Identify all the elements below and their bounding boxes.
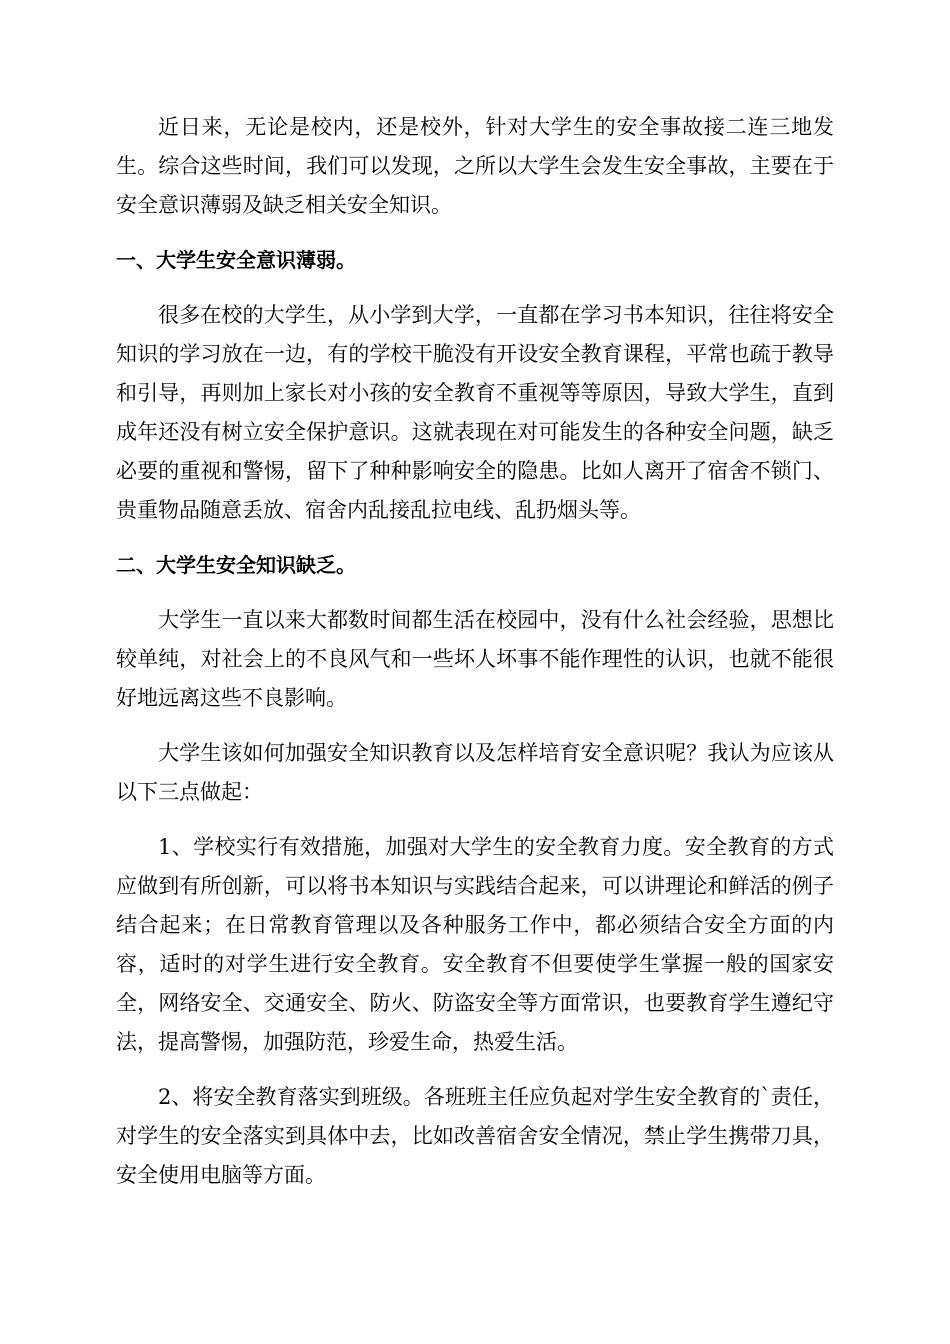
point-1-paragraph: 1、学校实行有效措施，加强对大学生的安全教育力度。安全教育的方式应做到有所创新，可以将书本知识与实践结合起来，可以讲理论和鲜活的例子结合起来；在日常教育管理以及各种服务工作中，都必须结合安全方面的内容，适时的对学生进行安全教育。安全教育不但要使学生掌握一般的国家安全，网络安全、交通安全、防火、防盗安全等方面常识，也要教育学生遵纪守法，提高警惕，加强防范，珍爱生命，热爱生活。 bbox=[116, 835, 834, 1054]
question-paragraph: 大学生该如何加强安全知识教育以及怎样培育安全意识呢？我认为应该从以下三点做起： bbox=[116, 741, 834, 804]
section-2-paragraph: 大学生一直以来大都数时间都生活在校园中，没有什么社会经验，思想比较单纯，对社会上的不良风气和一些坏人坏事不能作理性的认识，也就不能很好地远离这些不良影响。 bbox=[116, 608, 834, 710]
document-page bbox=[116, 108, 834, 1211]
intro-paragraph: 近日来，无论是校内，还是校外，针对大学生的安全事故接二连三地发生。综合这些时间，我们可以发现，之所以大学生会发生安全事故，主要在于安全意识薄弱及缺乏相关安全知识。 bbox=[116, 115, 834, 217]
section-heading-2: 二、大学生安全知识缺乏。 bbox=[116, 553, 356, 577]
section-1-paragraph: 很多在校的大学生，从小学到大学，一直都在学习书本知识，往往将安全知识的学习放在一边，有的学校干脆没有开设安全教育课程，平常也疏于教导和引导，再则加上家长对小孩的安全教育不重视等等原因，导致大学生，直到成年还没有树立安全保护意识。这就表现在对可能发生的各种安全问题，缺乏必要的重视和警惕，留下了种种影响安全的隐患。比如人离开了宿舍不锁门、贵重物品随意丢放、宿舍内乱接乱拉电线、乱扔烟头等。 bbox=[116, 303, 834, 522]
section-heading-1: 一、大学生安全意识薄弱。 bbox=[116, 248, 356, 272]
point-2-paragraph: 2、将安全教育落实到班级。各班班主任应负起对学生安全教育的`责任，对学生的安全落实到具体中去，比如改善宿舍安全情况，禁止学生携带刀具，安全使用电脑等方面。 bbox=[116, 1085, 834, 1187]
